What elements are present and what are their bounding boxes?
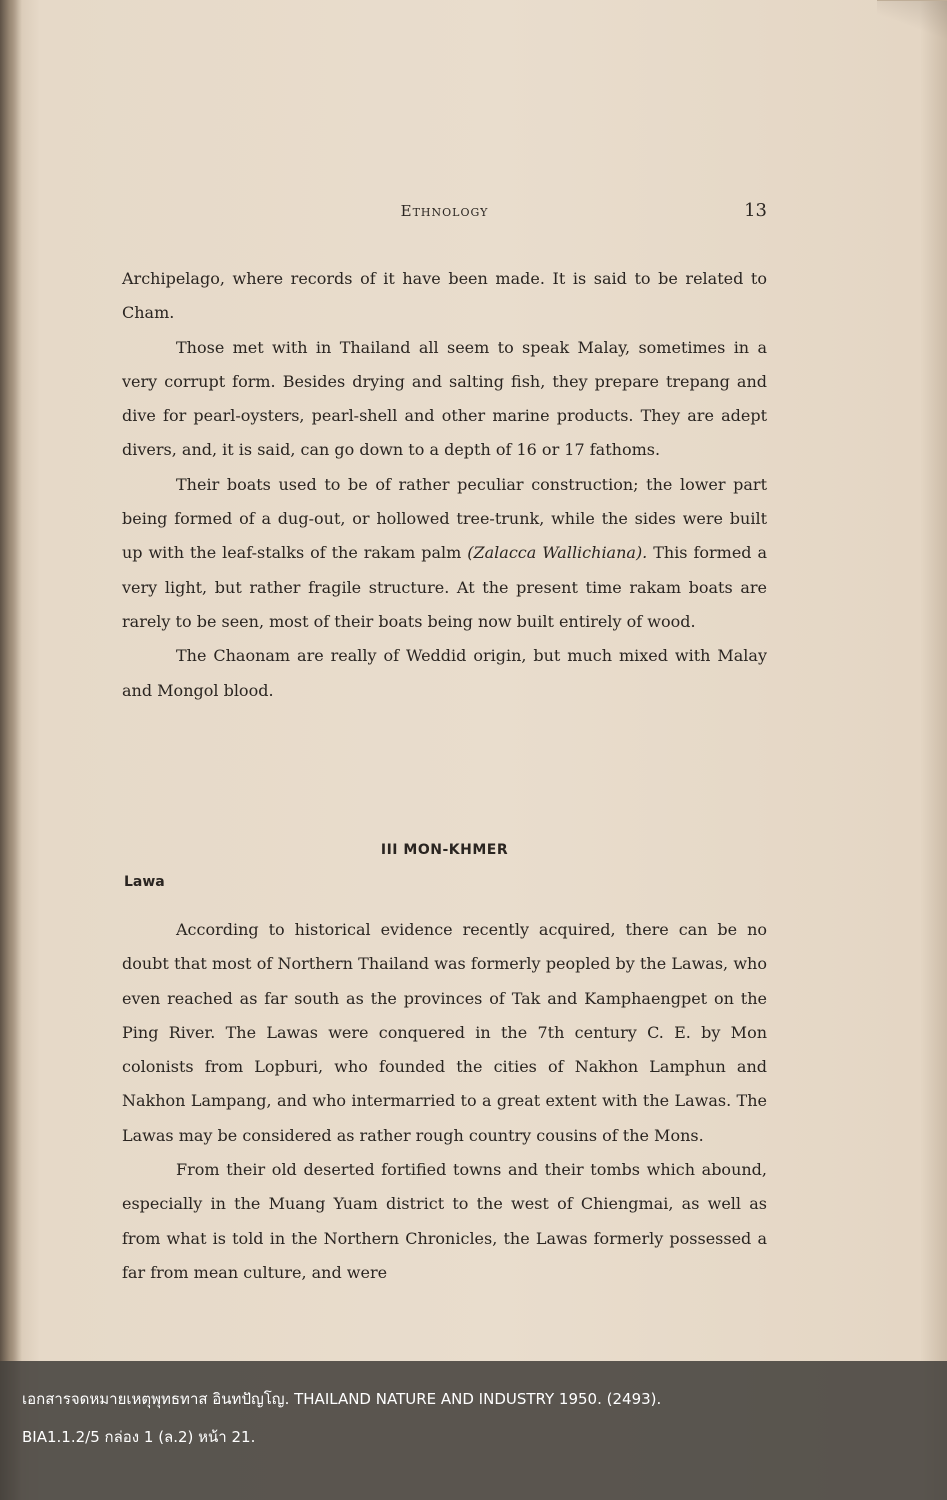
paragraph-text: Their boats used to be of rather peculiar construction; the lower part being formed of a dug-out, or hollowed tree-trunk, while the sides were built up with the leaf-stalks of the rakam palm	[122, 474, 767, 563]
body-text-block	[122, 262, 767, 708]
caption-line: BIA1.1.2/5 กล่อง 1 (ล.2) หน้า 21.	[22, 1428, 256, 1446]
section-text-block	[122, 913, 767, 1290]
paragraph: According to historical evidence recently acquired, there can be no doubt that most of Northern Thailand was formerly peopled by the Lawas, who even reached as far south as the provinces of Tak and Kamphaengpet on the Ping River. The Lawas were conquered in the 7th century C. E. by Mon colonists from Lopburi, who founded the cities of Nakhon Lamphun and Nakhon Lampang, and who intermarried to a great extent with the Lawas. The Lawas may be considered as rather rough country cousins of the Mons.	[122, 920, 767, 1145]
section-heading: III MON-KHMER	[380, 842, 509, 858]
caption-line: เอกสารจดหมายเหตุพุทธทาส อินทปัญโญ. THAILAND NATURE AND INDUSTRY 1950. (2493).	[22, 1390, 662, 1408]
archive-caption-bar	[0, 1361, 947, 1500]
book-spine-shadow	[0, 0, 22, 1500]
paragraph-text: This formed a very light, but rather fragile structure. At the present time rakam boats are rarely to be seen, most of their boats being now built entirely of wood.	[122, 543, 768, 631]
paragraph: From their old deserted fortified towns and their tombs which abound, especially in the Muang Yuam district to the west of Chiengmai, as well as from what is told in the Northern Chronicles, the Lawas formerly possessed a far from mean culture, and were	[122, 1160, 767, 1282]
paragraph-continued: Archipelago, where records of it have been made. It is said to be related to Cham.	[122, 269, 767, 323]
running-head: Ethnology	[400, 202, 489, 220]
page-header	[122, 200, 767, 226]
page-number: 13	[744, 200, 767, 221]
species-name: (Zalacca Wallichiana).	[467, 543, 648, 563]
paragraph-boats	[122, 468, 767, 639]
paragraph: The Chaonam are really of Weddid origin, but much mixed with Malay and Mongol blood.	[122, 646, 767, 700]
subsection-heading: Lawa	[124, 874, 165, 890]
paragraph: Those met with in Thailand all seem to speak Malay, sometimes in a very corrupt form. Besides drying and salting fish, they prepare trepang and dive for pearl-oysters, pearl-shell and other marine products. They are adept divers, and, it is said, can go down to a depth of 16 or 17 fathoms.	[122, 337, 767, 460]
page-corner-fold	[877, 0, 947, 41]
